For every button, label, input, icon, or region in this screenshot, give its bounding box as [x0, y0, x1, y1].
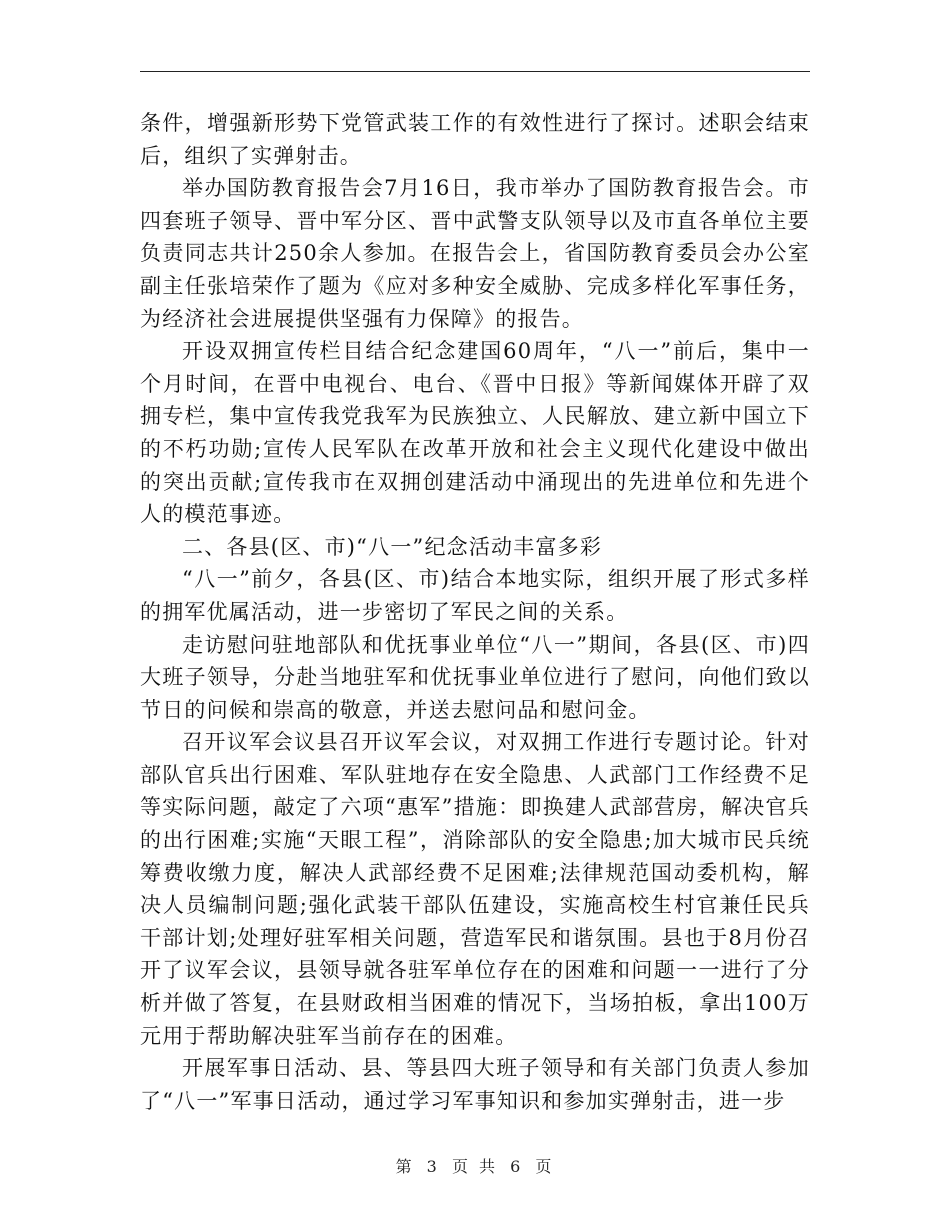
current-page-number: 3	[426, 1157, 440, 1176]
total-pages-number: 6	[510, 1157, 524, 1176]
section-heading: 二、各县(区、市)“八一”纪念活动丰富多彩	[182, 534, 603, 559]
document-body	[140, 107, 810, 1117]
paragraph-military-day: 开展军事日活动、县、等县四大班子领导和有关部门负责人参加了“八一”军事日活动，通过学习军事知识和参加实弹射击，进一步	[140, 1056, 810, 1113]
paragraph-military-meeting: 召开议军会议县召开议军会议，对双拥工作进行专题讨论。针对部队官兵出行困难、军队驻地存在安全隐患、人武部门工作经费不足等实际问题，敲定了六项“惠军”措施：即换建人武部营房，解决官兵的出行困难;实施“天眼工程”，消除部队的安全隐患;加大城市民兵统筹费收缴力度，解决人武部经费不足困难;法律规范国动委机构，解决人员编制问题;强化武装干部队伍建设，实施高校生村官兼任民兵干部计划;处理好驻军相关问题，营造军民和谐氛围。县也于8月份召开了议军会议，县领导就各驻军单位存在的困难和问题一一进行了分析并做了答复，在县财政相当困难的情况下，当场拍板，拿出100万元用于帮助解决驻军当前存在的困难。	[140, 730, 810, 1048]
header-rule	[140, 71, 810, 72]
paragraph-section-intro: “八一”前夕，各县(区、市)结合本地实际，组织开展了形式多样的拥军优属活动，进一步密切了军民之间的关系。	[140, 567, 810, 624]
footer-suffix: 页	[535, 1157, 555, 1176]
paragraph-visits: 走访慰问驻地部队和优抚事业单位“八一”期间，各县(区、市)四大班子领导，分赴当地驻军和优抚事业单位进行了慰问，向他们致以节日的问候和崇高的敬意，并送去慰问品和慰问金。	[140, 632, 810, 722]
paragraph-continuation: 条件，增强新形势下党管武装工作的有效性进行了探讨。述职会结束后，组织了实弹射击。	[140, 111, 810, 168]
paragraph-publicity-column: 开设双拥宣传栏目结合纪念建国60周年，“八一”前后，集中一个月时间，在晋中电视台、电台、《晋中日报》等新闻媒体开辟了双拥专栏，集中宣传我党我军为民族独立、人民解放、建立新中国立下的不朽功勋;宣传人民军队在改革开放和社会主义现代化建设中做出的突出贡献;宣传我市在双拥创建活动中涌现出的先进单位和先进个人的模范事迹。	[140, 339, 810, 527]
page-footer	[0, 1154, 950, 1177]
footer-prefix: 第	[395, 1157, 415, 1176]
paragraph-defense-education-report: 举办国防教育报告会7月16日，我市举办了国防教育报告会。市四套班子领导、晋中军分区、晋中武警支队领导以及市直各单位主要负责同志共计250余人参加。在报告会上，省国防教育委员会办公室副主任张培荣作了题为《应对多种安全威胁、完成多样化军事任务，为经济社会进展提供坚强有力保障》的报告。	[140, 176, 810, 331]
footer-middle: 页 共	[451, 1157, 499, 1176]
